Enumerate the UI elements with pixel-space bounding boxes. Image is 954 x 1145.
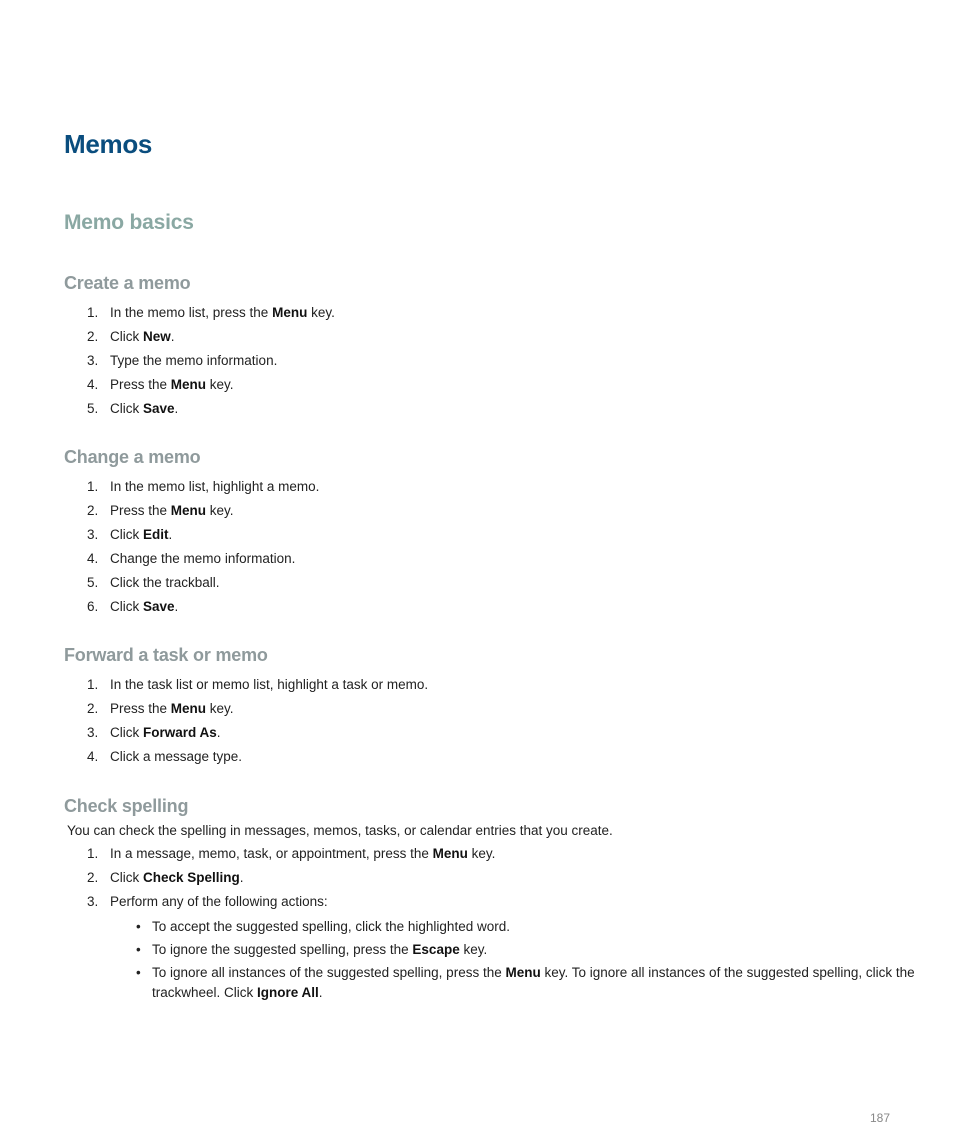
bullet-icon: • [136,965,141,980]
step-item: 4. Change the memo information. [87,551,296,566]
chapter-title: Memos [64,129,153,159]
step-item: 6. Click Save. [87,599,179,614]
page-number: 187 [869,1111,890,1125]
topic-intro: You can check the spelling in messages, memos, tasks, or calendar entries that you create. [67,823,613,838]
step-item: 2. Click New. [87,329,175,344]
step-item: 3. Perform any of the following actions: • To accept the suggested spelling, click the highlighted word. • To ignore the suggested spelling, press the Escape key. • To ignore all instances of the suggested spelling, press the Menu key. To ignore all instances of the suggested spelling, click the trackwheel. Click Ignore All. [64,890,924,1003]
step-item: 1. In the memo list, press the Menu key. [87,305,335,320]
bullet-item: • To ignore the suggested spelling, press the Escape key. [110,940,924,960]
topic-heading: Check spelling [64,796,189,816]
step-item: 1. In a message, memo, task, or appointment, press the Menu key. [87,846,496,861]
step-item: 2. Press the Menu key. [87,701,234,716]
step-item: 2. Press the Menu key. [87,503,234,518]
topic-heading: Forward a task or memo [64,645,268,665]
step-list [64,673,924,769]
action-bullet-list [110,917,924,1003]
step-item: 2. Click Check Spelling. [87,870,244,885]
step-item: 5. Click the trackball. [87,575,220,590]
step-item: 1. In the task list or memo list, highlight a task or memo. [87,677,429,692]
step-list [64,475,924,619]
step-item: 5. Click Save. [87,401,179,416]
topic-forward-task-or-memo [64,644,924,769]
step-item: 3. Click Forward As. [87,725,221,740]
topic-create-memo [64,272,924,421]
step-item: 1. In the memo list, highlight a memo. [87,479,320,494]
bullet-item: • To ignore all instances of the suggested spelling, press the Menu key. To ignore all instances of the suggested spelling, click the trackwheel. Click Ignore All. [136,965,915,1000]
bullet-icon: • [136,942,141,957]
topic-heading: Change a memo [64,447,201,467]
bullet-item: • To accept the suggested spelling, click the highlighted word. [110,917,924,937]
section-title: Memo basics [64,211,194,234]
topic-change-memo [64,446,924,619]
topic-heading: Create a memo [64,273,191,293]
step-item: 4. Click a message type. [87,749,243,764]
step-list [64,842,924,1003]
bullet-icon: • [136,919,141,934]
topic-check-spelling [64,795,924,1004]
step-item: 3. Click Edit. [87,527,173,542]
step-list [64,301,924,421]
step-item: 3. Type the memo information. [87,353,278,368]
step-item: 4. Press the Menu key. [87,377,234,392]
